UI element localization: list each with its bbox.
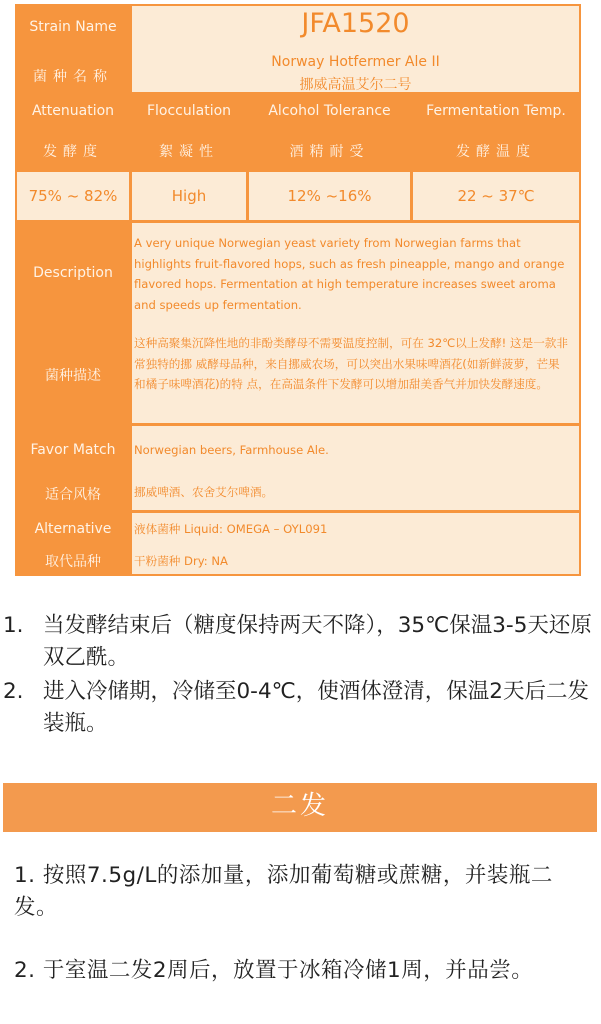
post-fermentation-list: [3, 610, 595, 740]
attenuation-value: 75% ~ 82%: [28, 187, 118, 205]
section-banner: 二发: [3, 783, 597, 832]
description-label-cn: 菌种描述: [45, 368, 101, 384]
favor-text-en: Norwegian beers, Farmhouse Ale.: [134, 443, 329, 457]
list-item-text: 当发酵结束后（糖度保持两天不降），35℃保温3-5天还原双乙酰。: [43, 613, 592, 670]
alcohol-tolerance-value: 12% ~16%: [287, 187, 372, 205]
alcohol-tolerance-label-en: Alcohol Tolerance: [268, 103, 391, 119]
description-text-cell: [132, 223, 579, 423]
fermentation-temp-value-cell: [413, 172, 579, 220]
strain-label-en: Strain Name: [29, 19, 117, 35]
description-text-en: A very unique Norwegian yeast variety from Norwegian farms that highlights fruit-flavored hops, such as fresh pineapple, mango and orange flavored hops. Fermentation at high temperature increases sweet aroma and speeds up fermentation.: [134, 236, 565, 312]
fermentation-temp-label-cn: 发酵温度: [456, 144, 536, 160]
flocculation-label-cn: 絮凝性: [159, 144, 219, 160]
flocculation-value-cell: [132, 172, 246, 220]
alternative-liquid: 液体菌种 Liquid: OMEGA – OYL091: [134, 522, 328, 536]
list-item-text: 进入冷储期，冷储至0-4℃，使酒体澄清，保温2天后二发装瓶。: [43, 679, 589, 736]
alcohol-tolerance-label-cn: 酒精耐受: [289, 144, 370, 160]
alternative-text-cell: [132, 513, 579, 574]
attenuation-value-cell: [17, 172, 129, 220]
alcohol-tolerance-header: [249, 95, 410, 169]
flocculation-label-en: Flocculation: [146, 103, 232, 119]
description-label-en: Description: [33, 265, 113, 281]
favor-label-cell: [17, 426, 129, 510]
attenuation-label-en: Attenuation: [31, 103, 115, 119]
description-text-cn: 这种高聚集沉降性地的非酚类酵母不需要温度控制，可在 32℃以上发酵! 这是一款非常独特的挪 威酵母品种，来自挪威农场，可以突出水果味啤酒花(如新鲜菠萝，芒果和橘子味啤酒花)的特 点，在高温条件下发酵可以增加甜美香气并加快发酵速度。: [134, 336, 568, 391]
favor-label-en: Favor Match: [30, 442, 116, 458]
list-item: [3, 610, 595, 674]
flocculation-header: [132, 95, 246, 169]
fermentation-temp-value: 22 ~ 37℃: [457, 187, 535, 205]
fermentation-temp-label-en: Fermentation Temp.: [426, 103, 566, 119]
attenuation-header: [17, 95, 129, 169]
strain-label-cell: [17, 6, 129, 92]
alternative-label-cn: 取代品种: [45, 554, 101, 570]
strain-value-cell: [132, 6, 579, 92]
strain-label-cn: 菌种名称: [33, 69, 113, 85]
alternative-label-en: Alternative: [34, 521, 112, 537]
alternative-label-cell: [17, 513, 129, 574]
favor-label-cn: 适合风格: [45, 487, 101, 503]
list-item-number: 2.: [3, 679, 24, 704]
alternative-dry: 干粉菌种 Dry: NA: [134, 554, 228, 568]
favor-text-cell: [132, 426, 579, 510]
attenuation-label-cn: 发酵度: [43, 144, 103, 160]
yeast-spec-card: [15, 4, 581, 576]
section-step-1: 1. 按照7.5g/L的添加量，添加葡萄糖或蔗糖，并装瓶二发。: [14, 863, 553, 920]
description-label-cell: [17, 223, 129, 423]
strain-code: JFA1520: [301, 8, 410, 39]
section-step-2: 2. 于室温二发2周后，放置于冰箱冷储1周，并品尝。: [14, 958, 534, 983]
fermentation-temp-header: [413, 95, 579, 169]
strain-name-cn: 挪威高温艾尔二号: [299, 77, 412, 93]
flocculation-value: High: [171, 187, 207, 205]
strain-name-en: Norway Hotfermer Ale II: [271, 54, 440, 70]
list-item: [3, 676, 595, 740]
list-item-number: 1.: [3, 613, 24, 638]
alcohol-tolerance-value-cell: [249, 172, 410, 220]
favor-text-cn: 挪威啤酒、农舍艾尔啤酒。: [134, 485, 274, 499]
